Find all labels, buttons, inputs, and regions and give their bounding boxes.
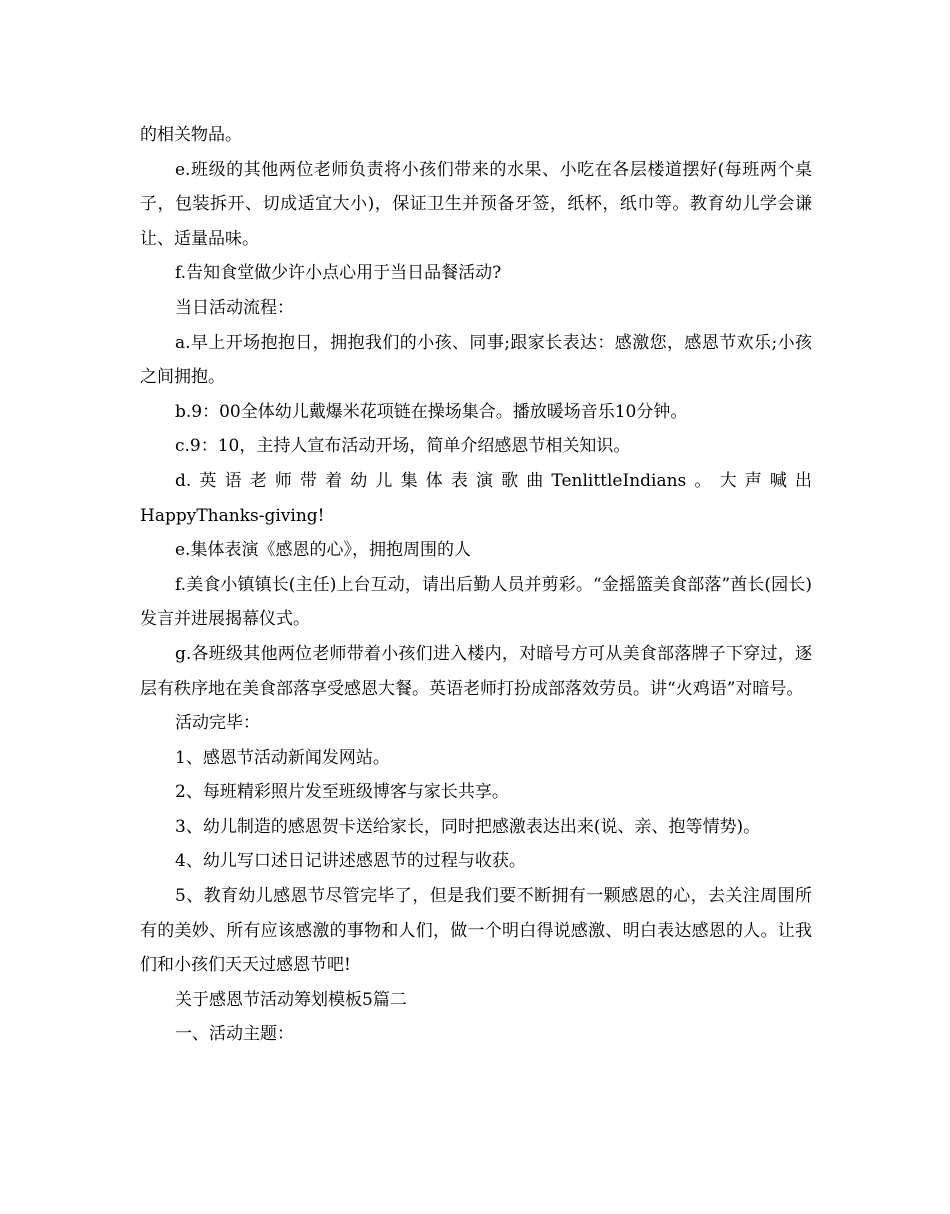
list-item: 1、感恩节活动新闻发网站。 — [175, 747, 390, 768]
paragraph: f.告知食堂做少许小点心用于当日品餐活动? — [175, 263, 502, 284]
section-heading: 当日活动流程： — [175, 297, 294, 318]
document-body — [140, 118, 812, 1052]
paragraph: g.各班级其他两位老师带着小孩们进入楼内，对暗号方可从美食部落牌子下穿过，逐层有秩序地在美食部落享受感恩大餐。英语老师打扮成部落效劳员。讲“火鸡语”对暗号。 — [140, 643, 812, 699]
list-item: 2、每班精彩照片发至班级博客与家长共享。 — [175, 782, 509, 803]
paragraph: 的相关物品。 — [140, 125, 242, 145]
paragraph: e.集体表演《感恩的心》，拥抱周围的人 — [175, 540, 471, 561]
paragraph: b.9：00全体幼儿戴爆米花项链在操场集合。播放暖场音乐10分钟。 — [175, 401, 688, 422]
paragraph: f.美食小镇镇长(主任)上台互动，请出后勤人员并剪彩。“金摇篮美食部落”酋长(园长)发言并进展揭幕仪式。 — [140, 574, 812, 630]
list-item: 3、幼儿制造的感恩贺卡送给家长，同时把感激表达出来(说、亲、抱等情势)。 — [175, 816, 761, 837]
document-title: 关于感恩节活动筹划模板5篇二 — [175, 989, 407, 1010]
paragraph: d.英语老师带着幼儿集体表演歌曲TenlittleIndians。大声喊出 — [175, 470, 812, 491]
paragraph: a.早上开场抱抱日，拥抱我们的小孩、同事;跟家长表达：感激您，感恩节欢乐;小孩之间拥抱。 — [140, 332, 812, 388]
section-heading: 一、活动主题： — [175, 1024, 294, 1045]
list-item: 5、教育幼儿感恩节尽管完毕了，但是我们要不断拥有一颗感恩的心，去关注周围所有的美妙、所有应该感激的事物和人们，做一个明白得说感激、明白表达感恩的人。让我们和小孩们天天过感恩节吧! — [140, 886, 812, 976]
section-heading: 活动完毕： — [175, 713, 260, 734]
paragraph: e.班级的其他两位老师负责将小孩们带来的水果、小吃在各层楼道摆好(每班两个桌子，包装拆开、切成适宜大小)，保证卫生并预备牙签，纸杯，纸巾等。教育幼儿学会谦让、适量品味。 — [140, 159, 812, 249]
list-item: 4、幼儿写口述日记讲述感恩节的过程与收获。 — [175, 851, 526, 872]
paragraph: HappyThanks-giving! — [140, 505, 325, 526]
paragraph: c.9：10，主持人宣布活动开场，简单介绍感恩节相关知识。 — [175, 436, 631, 457]
